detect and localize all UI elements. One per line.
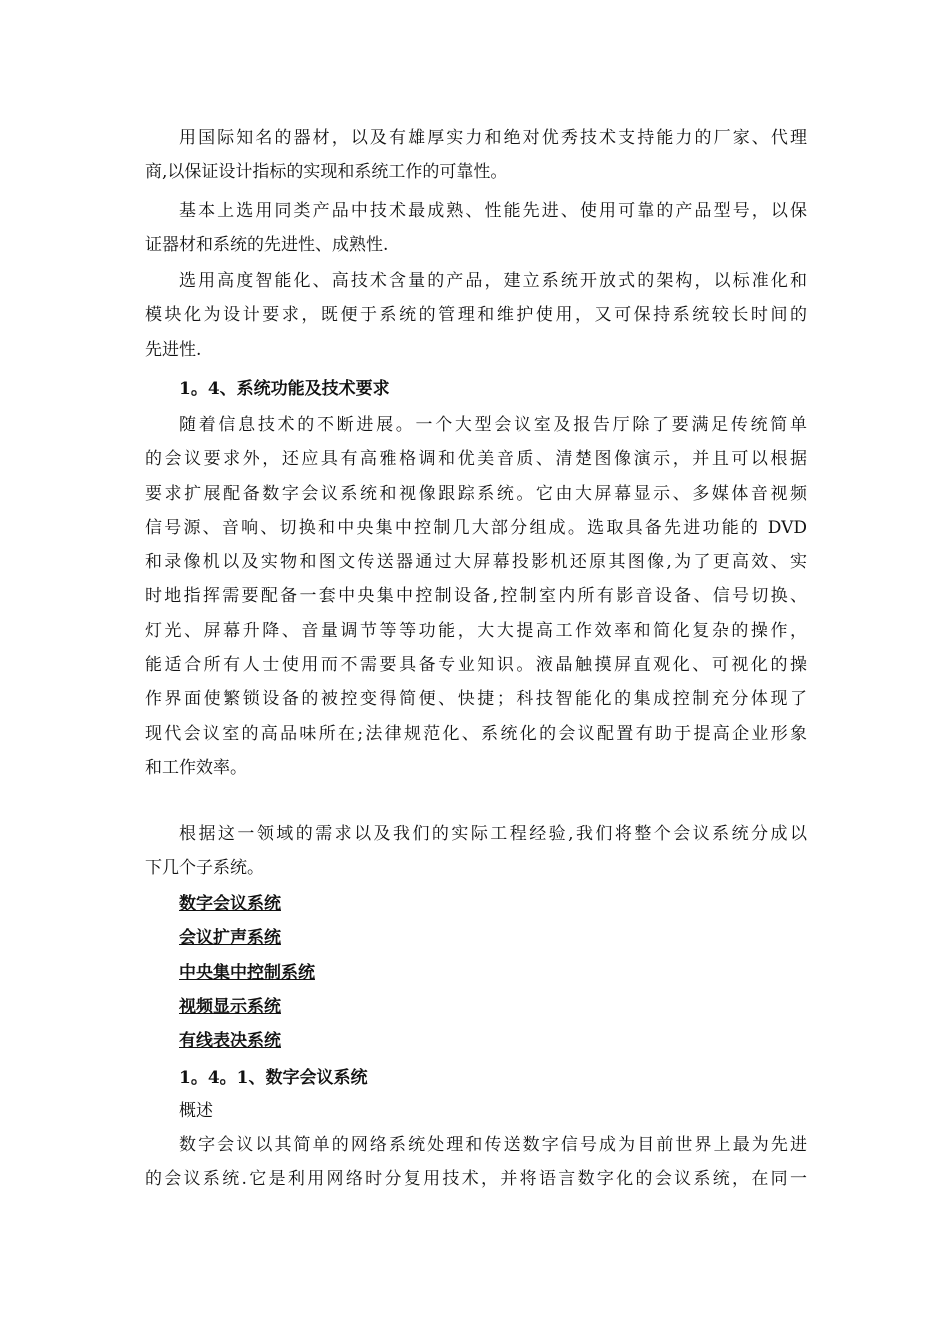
- text-line: 和录像机以及实物和图文传送器通过大屏幕投影机还原其图像,为了更高效、实: [145, 552, 807, 573]
- subsystem-link-digital-conference[interactable]: 数字会议系统: [179, 894, 281, 914]
- subsystem-link-list: [145, 887, 807, 1058]
- paragraph-open-architecture: [145, 264, 807, 367]
- text-line: 下几个子系统。: [145, 858, 264, 879]
- text-line: 模块化为设计要求，既便于系统的管理和维护使用，又可保持系统较长时间的: [145, 305, 807, 326]
- paragraph-system-overview: [145, 408, 807, 785]
- text-line: 用国际知名的器材，以及有雄厚实力和绝对优秀技术支持能力的厂家、代理: [179, 128, 807, 148]
- paragraph-equipment-vendors: [145, 121, 807, 190]
- text-line: 证器材和系统的先进性、成熟性.: [145, 235, 389, 256]
- text-line: 先进性.: [145, 339, 202, 360]
- text-line: 随着信息技术的不断进展。一个大型会议室及报告厅除了要满足传统简单: [179, 415, 807, 435]
- text-line: 根据这一领域的需求以及我们的实际工程经验,我们将整个会议系统分成以: [179, 824, 807, 844]
- overview-label-block: [145, 1094, 807, 1128]
- overview-label: 概述: [179, 1101, 213, 1121]
- subsystem-link-central-control[interactable]: 中央集中控制系统: [179, 962, 315, 983]
- text-line: 灯光、屏幕升降、音量调节等等功能，大大提高工作效率和简化复杂的操作，: [145, 620, 807, 641]
- paragraph-digital-conference: [145, 1128, 807, 1197]
- text-line: 基本上选用同类产品中技术最成熟、性能先进、使用可靠的产品型号，以保: [179, 201, 807, 221]
- text-line: 选用高度智能化、高技术含量的产品，建立系统开放式的架构，以标准化和: [179, 271, 807, 291]
- section-heading: 1。4。1、数字会议系统: [179, 1068, 368, 1088]
- subsystem-link-sound-reinforcement[interactable]: 会议扩声系统: [179, 928, 281, 949]
- subsystem-link-wired-voting[interactable]: 有线表决系统: [179, 1031, 281, 1052]
- text-line: 的会议系统.它是利用网络时分复用技术，并将语言数字化的会议系统，在同一: [145, 1169, 807, 1190]
- section-heading-1-4-1: [145, 1061, 807, 1095]
- text-line: 的会议要求外，还应具有高雅格调和优美音质、清楚图像演示，并且可以根据: [145, 449, 807, 470]
- text-line: 数字会议以其简单的网络系统处理和传送数字信号成为目前世界上最为先进: [179, 1135, 807, 1155]
- text-line: 要求扩展配备数字会议系统和视像跟踪系统。它由大屏幕显示、多媒体音视频: [145, 483, 807, 504]
- paragraph-subsystem-intro: [145, 817, 807, 886]
- subsystem-link-video-display[interactable]: 视频显示系统: [179, 996, 281, 1017]
- text-line: 和工作效率。: [145, 757, 247, 778]
- paragraph-mature-products: [145, 194, 807, 263]
- text-line: 商,以保证设计指标的实现和系统工作的可靠性。: [145, 162, 508, 183]
- text-line: 现代会议室的高品味所在;法律规范化、系统化的会议配置有助于提高企业形象: [145, 723, 807, 744]
- section-heading-1-4: [145, 372, 807, 406]
- text-line: 信号源、音响、切换和中央集中控制几大部分组成。选取具备先进功能的 DVD: [145, 517, 807, 538]
- text-line: 作界面使繁锁设备的被控变得简便、快捷；科技智能化的集成控制充分体现了: [145, 689, 807, 710]
- section-heading: 1。4、系统功能及技术要求: [179, 379, 390, 399]
- text-line: 时地指挥需要配备一套中央集中控制设备,控制室内所有影音设备、信号切换、: [145, 586, 807, 607]
- text-line: 能适合所有人士使用而不需要具备专业知识。液晶触摸屏直观化、可视化的操: [145, 655, 807, 676]
